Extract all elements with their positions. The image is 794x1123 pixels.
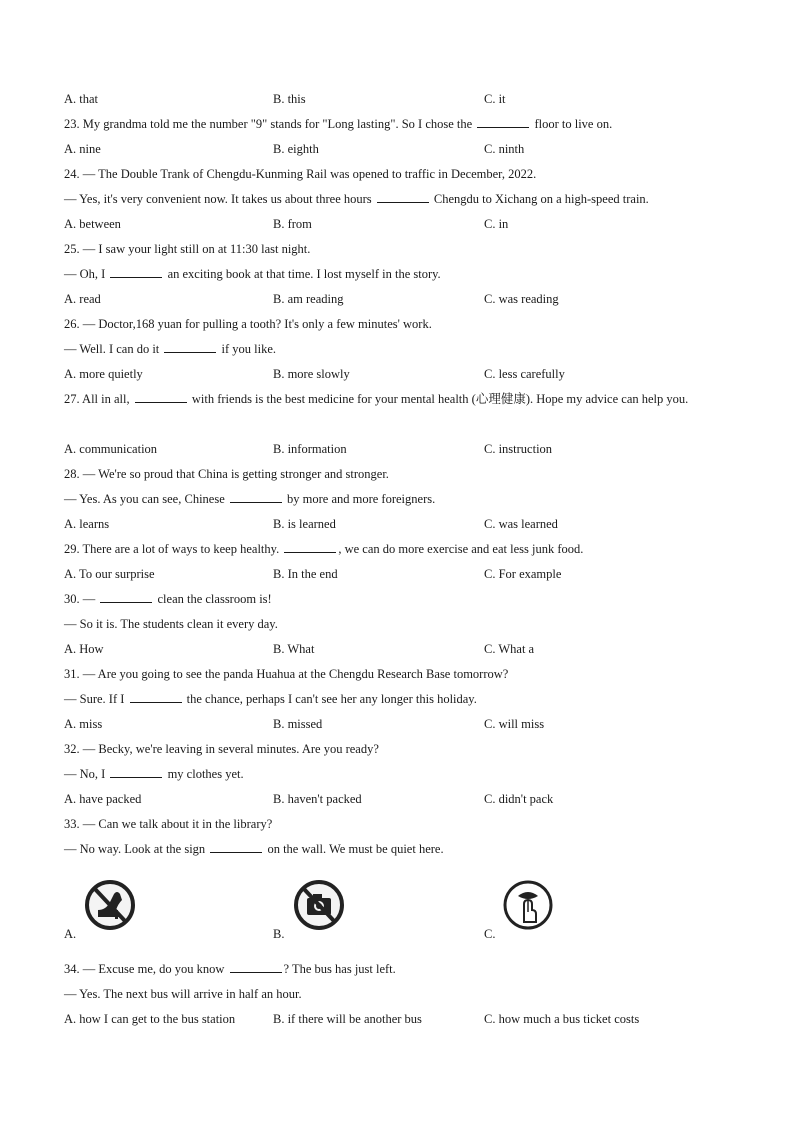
q28-option-c[interactable]: C. was learned — [484, 517, 558, 531]
answer-blank — [230, 490, 282, 503]
answer-blank — [377, 190, 429, 203]
q26-option-b[interactable]: B. more slowly — [273, 367, 350, 381]
answer-blank — [130, 690, 182, 703]
q30-option-c[interactable]: C. What a — [484, 642, 535, 656]
quiet-please-sign-icon — [502, 874, 554, 936]
q29-option-b[interactable]: B. In the end — [273, 567, 338, 581]
q34-options — [64, 1007, 734, 1032]
no-photography-sign-icon — [293, 874, 345, 936]
q27-options — [64, 437, 734, 462]
q30-option-a[interactable]: A. How — [64, 642, 104, 656]
q24-option-c[interactable]: C. in — [484, 217, 509, 231]
answer-blank — [164, 340, 216, 353]
q22-option-c[interactable]: C. it — [484, 92, 506, 106]
q32-option-b[interactable]: B. haven't packed — [273, 792, 362, 806]
q30-option-b[interactable]: B. What — [273, 642, 315, 656]
q28-option-a[interactable]: A. learns — [64, 517, 110, 531]
q30-response: — So it is. The students clean it every day. — [64, 617, 278, 631]
q27-option-a[interactable]: A. communication — [64, 442, 158, 456]
answer-blank — [100, 590, 152, 603]
q22-option-b[interactable]: B. this — [273, 92, 306, 106]
q28-options — [64, 512, 734, 537]
q32-option-a[interactable]: A. have packed — [64, 792, 142, 806]
q22-options — [64, 87, 734, 112]
q34-option-a[interactable]: A. how I can get to the bus station — [64, 1012, 236, 1026]
q33-option-b[interactable]: B. — [273, 874, 353, 944]
answer-blank — [210, 840, 262, 853]
q24-option-b[interactable]: B. from — [273, 217, 312, 231]
q27-stem: 27. All in all, with friends is the best medicine for your mental health (心理健康). Hope my advice can help you. — [64, 392, 689, 406]
q28-response: — Yes. As you can see, Chinese by more and more foreigners. — [64, 492, 436, 506]
q30-stem: 30. — clean the classroom is! — [64, 592, 272, 606]
answer-blank — [110, 265, 162, 278]
q34-stem: 34. — Excuse me, do you know ? The bus has just left. — [64, 962, 396, 976]
q25-response: — Oh, I an exciting book at that time. I lost myself in the story. — [64, 267, 441, 281]
q33-sign-options — [64, 874, 734, 944]
q31-option-b[interactable]: B. missed — [273, 717, 323, 731]
q25-stem: 25. — I saw your light still on at 11:30 last night. — [64, 242, 311, 256]
q33-option-a[interactable]: A. — [64, 874, 144, 944]
exam-page — [64, 87, 734, 1032]
q31-stem: 31. — Are you going to see the panda Huahua at the Chengdu Research Base tomorrow? — [64, 667, 509, 681]
q34-option-c[interactable]: C. how much a bus ticket costs — [484, 1012, 640, 1026]
answer-blank — [477, 115, 529, 128]
q29-option-a[interactable]: A. To our surprise — [64, 567, 155, 581]
q31-options — [64, 712, 734, 737]
q33-stem: 33. — Can we talk about it in the library? — [64, 817, 273, 831]
q25-option-b[interactable]: B. am reading — [273, 292, 344, 306]
q25-options — [64, 287, 734, 312]
q24-response: — Yes, it's very convenient now. It takes us about three hours Chengdu to Xichang on a high-speed train. — [64, 192, 649, 206]
answer-blank — [230, 960, 282, 973]
q33-option-c[interactable]: C. — [484, 874, 564, 944]
q32-options — [64, 787, 734, 812]
q25-option-c[interactable]: C. was reading — [484, 292, 559, 306]
q23-stem: 23. My grandma told me the number "9" stands for "Long lasting". So I chose the floor to live on. — [64, 117, 613, 131]
q25-option-a[interactable]: A. read — [64, 292, 101, 306]
q29-options — [64, 562, 734, 587]
q26-stem: 26. — Doctor,168 yuan for pulling a tooth? It's only a few minutes' work. — [64, 317, 432, 331]
q24-option-a[interactable]: A. between — [64, 217, 121, 231]
q28-option-b[interactable]: B. is learned — [273, 517, 336, 531]
answer-blank — [284, 540, 336, 553]
q24-options — [64, 212, 734, 237]
q23-option-c[interactable]: C. ninth — [484, 142, 525, 156]
q24-stem: 24. — The Double Trank of Chengdu-Kunming Rail was opened to traffic in December, 2022. — [64, 167, 537, 181]
q31-option-c[interactable]: C. will miss — [484, 717, 545, 731]
q22-option-a[interactable]: A. that — [64, 92, 99, 106]
q27-option-b[interactable]: B. information — [273, 442, 347, 456]
q26-options — [64, 362, 734, 387]
q29-stem: 29. There are a lot of ways to keep healthy. , we can do more exercise and eat less junk food. — [64, 542, 584, 556]
q33-response: — No way. Look at the sign on the wall. We must be quiet here. — [64, 842, 444, 856]
q34-option-b[interactable]: B. if there will be another bus — [273, 1012, 422, 1026]
q26-response: — Well. I can do it if you like. — [64, 342, 277, 356]
q29-option-c[interactable]: C. For example — [484, 567, 562, 581]
q30-options — [64, 637, 734, 662]
q23-options — [64, 137, 734, 162]
q32-stem: 32. — Becky, we're leaving in several minutes. Are you ready? — [64, 742, 379, 756]
q23-option-a[interactable]: A. nine — [64, 142, 101, 156]
q26-option-a[interactable]: A. more quietly — [64, 367, 143, 381]
no-high-heels-sign-icon — [84, 874, 136, 936]
answer-blank — [110, 765, 162, 778]
q32-response: — No, I my clothes yet. — [64, 767, 244, 781]
q34-response: — Yes. The next bus will arrive in half an hour. — [64, 987, 302, 1001]
q31-option-a[interactable]: A. miss — [64, 717, 103, 731]
q28-stem: 28. — We're so proud that China is getting stronger and stronger. — [64, 467, 389, 481]
q26-option-c[interactable]: C. less carefully — [484, 367, 565, 381]
answer-blank — [135, 390, 187, 403]
q27-option-c[interactable]: C. instruction — [484, 442, 553, 456]
q31-response: — Sure. If I the chance, perhaps I can't see her any longer this holiday. — [64, 692, 477, 706]
q32-option-c[interactable]: C. didn't pack — [484, 792, 554, 806]
q23-option-b[interactable]: B. eighth — [273, 142, 319, 156]
